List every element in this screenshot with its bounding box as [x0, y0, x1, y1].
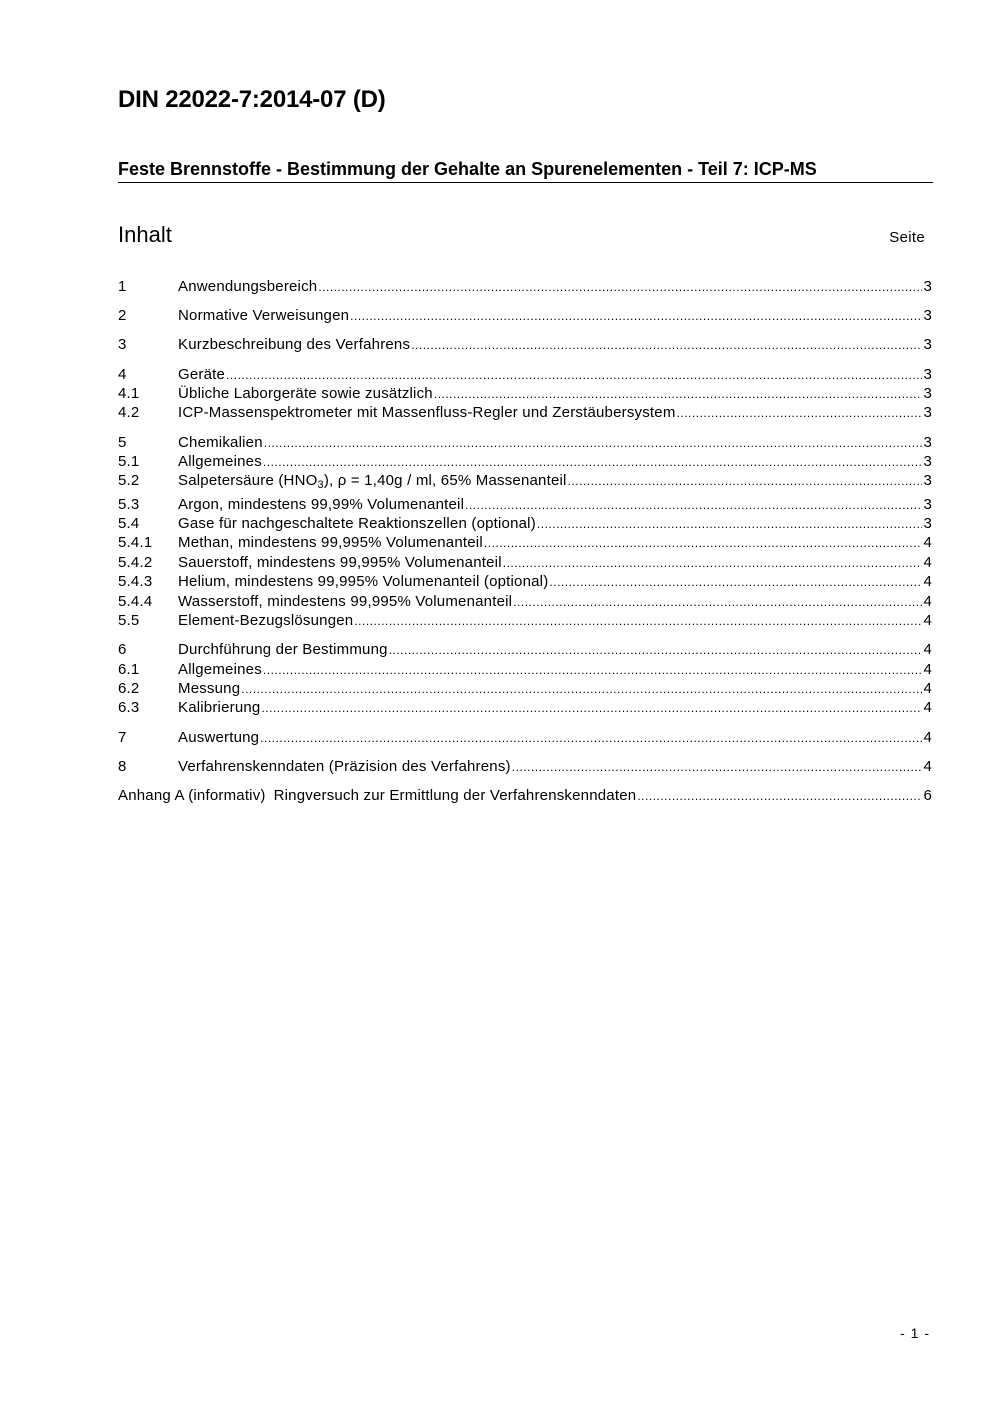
- toc-leader-dots: [264, 434, 923, 451]
- toc-entry-page: 3: [923, 278, 932, 295]
- toc-entry[interactable]: [118, 472, 932, 491]
- toc-entry-page: 4: [923, 757, 932, 775]
- toc-entry-number: 1: [118, 278, 127, 295]
- toc-leader-dots: [513, 593, 922, 610]
- toc-entry-page: 4: [923, 699, 932, 717]
- document-subtitle: Feste Brennstoffe - Bestimmung der Gehalte an Spurenelementen - Teil 7: ICP-MS: [118, 158, 933, 183]
- toc-entry-title: Wasserstoff, mindestens 99,995% Volumenanteil: [178, 592, 513, 610]
- toc-entry[interactable]: [118, 453, 932, 472]
- toc-entry[interactable]: [118, 593, 932, 612]
- toc-leader-dots: [677, 404, 923, 421]
- toc-leader-dots: [537, 515, 923, 532]
- toc-entry-title: Sauerstoff, mindestens 99,995% Volumenanteil: [178, 553, 502, 571]
- toc-entry-page: 4: [923, 641, 932, 659]
- toc-entry[interactable]: [118, 534, 932, 553]
- toc-entry-title: [178, 472, 567, 492]
- toc-leader-dots: [263, 453, 923, 470]
- toc-entry[interactable]: [118, 729, 932, 748]
- toc-entry-number: 4.2: [118, 404, 140, 422]
- toc-entry[interactable]: [118, 336, 932, 355]
- toc-entry-title: Allgemeines: [178, 452, 262, 470]
- toc-entry-number: 5.1: [118, 452, 140, 470]
- toc-entry-page: 4: [923, 553, 932, 571]
- toc-entry-title-part: ), ρ = 1,40g / ml, 65% Massenanteil: [323, 472, 567, 490]
- toc-annex-title: Ringversuch zur Ermittlung der Verfahrenskenndaten: [273, 786, 637, 804]
- toc-entry-title: Methan, mindestens 99,995% Volumenanteil: [178, 534, 483, 552]
- toc-entry[interactable]: [118, 661, 932, 680]
- toc-entry-title: Auswertung: [178, 728, 260, 746]
- toc-leader-dots: [568, 472, 923, 489]
- toc-entry[interactable]: [118, 612, 932, 631]
- toc-leader-dots: [503, 554, 923, 571]
- toc-entry-number: 5.4: [118, 515, 140, 533]
- toc-entry-title: Chemikalien: [178, 433, 263, 451]
- toc-entry-title: ICP-Massenspektrometer mit Massenfluss-Regler und Zerstäubersystem: [178, 404, 676, 422]
- toc-leader-dots: [261, 699, 922, 716]
- toc-annex-entry[interactable]: [118, 787, 932, 806]
- toc-entry-title: Normative Verweisungen: [178, 307, 350, 325]
- toc-entry-number: 6.1: [118, 660, 140, 678]
- toc-leader-dots: [389, 641, 923, 658]
- toc-entry[interactable]: [118, 496, 932, 515]
- toc-entry[interactable]: [118, 366, 932, 385]
- toc-entry-title: Element-Bezugslösungen: [178, 612, 354, 630]
- toc-leader-dots: [318, 278, 922, 295]
- toc-entry-title: Kurzbeschreibung des Verfahrens: [178, 336, 411, 354]
- toc-leader-dots: [350, 307, 922, 324]
- toc-entry[interactable]: [118, 434, 932, 453]
- toc-leader-dots: [260, 729, 922, 746]
- toc-entry-title: Kalibrierung: [178, 699, 261, 717]
- toc-leader-dots: [549, 573, 922, 590]
- toc-entry-page: 4: [923, 534, 932, 552]
- toc-entry[interactable]: [118, 699, 932, 718]
- toc-entry-page: 3: [923, 452, 932, 470]
- toc-entry-number: 5.4.2: [118, 553, 153, 571]
- toc-entry-page: 3: [923, 365, 932, 383]
- toc-entry-number: 7: [118, 728, 127, 746]
- toc-entry[interactable]: [118, 515, 932, 534]
- toc-entry[interactable]: [118, 573, 932, 592]
- toc-leader-dots: [637, 787, 922, 804]
- toc-entry-page: 3: [923, 384, 932, 402]
- toc-entry[interactable]: [118, 385, 932, 404]
- toc-leader-dots: [226, 366, 922, 383]
- document-title: DIN 22022-7:2014-07 (D): [118, 86, 386, 113]
- toc-entry-page: 4: [923, 592, 932, 610]
- toc-entry-title: Argon, mindestens 99,99% Volumenanteil: [178, 495, 465, 513]
- toc-entry-number: 5.4.3: [118, 573, 153, 591]
- toc-entry-title-part: Salpetersäure (HNO: [178, 472, 318, 490]
- toc-entry-number: 4.1: [118, 384, 140, 402]
- toc-entry-title: Gase für nachgeschaltete Reaktionszellen (optional): [178, 515, 536, 533]
- toc-heading: Inhalt: [118, 222, 172, 247]
- toc-entry-page: 3: [923, 472, 932, 490]
- toc-entry[interactable]: [118, 404, 932, 423]
- toc-entry-title: Allgemeines: [178, 660, 262, 678]
- toc-entry-title: Messung: [178, 680, 241, 698]
- toc-entry-title: Verfahrenskenndaten (Präzision des Verfahrens): [178, 757, 511, 775]
- toc-entry-page: 4: [923, 728, 932, 746]
- toc-entry-title: Durchführung der Bestimmung: [178, 641, 388, 659]
- toc-entry[interactable]: [118, 680, 932, 699]
- toc-entry-title: Anwendungsbereich: [178, 278, 318, 295]
- toc-entry-title: Geräte: [178, 365, 226, 383]
- toc-leader-dots: [241, 680, 922, 697]
- toc-leader-dots: [512, 758, 923, 775]
- toc-entry-page: 3: [923, 404, 932, 422]
- toc-page-label: Seite: [889, 229, 925, 246]
- toc-entry-page: 3: [923, 433, 932, 451]
- toc-entry-number: 5.3: [118, 495, 140, 513]
- page-number: - 1 -: [900, 1325, 930, 1341]
- toc-leader-dots: [263, 661, 923, 678]
- toc-entry-number: 6.3: [118, 699, 140, 717]
- toc-entry-page: 4: [923, 680, 932, 698]
- toc-entry-page: 4: [923, 660, 932, 678]
- toc-leader-dots: [354, 612, 922, 629]
- toc-entry-page: 6: [923, 786, 932, 804]
- toc-entry-title: Übliche Laborgeräte sowie zusätzlich: [178, 384, 433, 402]
- toc-entry-number: 2: [118, 307, 127, 325]
- toc-entry-page: 3: [923, 336, 932, 354]
- subscript: 3: [317, 479, 324, 492]
- toc-leader-dots: [411, 336, 922, 353]
- toc-entry-number: 3: [118, 336, 127, 354]
- toc-entry-number: 4: [118, 365, 127, 383]
- toc-entry-page: 3: [923, 515, 932, 533]
- toc-entry-page: 4: [923, 612, 932, 630]
- toc-entry-number: 5.5: [118, 612, 140, 630]
- toc-entry-page: 4: [923, 573, 932, 591]
- toc-leader-dots: [465, 496, 922, 513]
- toc-entry[interactable]: [118, 307, 932, 326]
- toc-entry[interactable]: [118, 641, 932, 660]
- toc-leader-dots: [434, 385, 923, 402]
- toc-entry-page: 3: [923, 495, 932, 513]
- toc-leader-dots: [484, 534, 923, 551]
- toc-entry-number: 8: [118, 757, 127, 775]
- toc-entry[interactable]: [118, 554, 932, 573]
- toc-entry-number: 5.2: [118, 472, 140, 490]
- toc-entry-number: 6.2: [118, 680, 140, 698]
- toc-entry-number: 5.4.1: [118, 534, 153, 552]
- toc-entry[interactable]: [118, 278, 932, 297]
- toc-entry-title: Helium, mindestens 99,995% Volumenanteil (optional): [178, 573, 549, 591]
- toc-entry-number: 6: [118, 641, 127, 659]
- table-of-contents: [118, 278, 932, 806]
- toc-entry-number: 5.4.4: [118, 592, 153, 610]
- toc-entry-page: 3: [923, 307, 932, 325]
- toc-annex-label: Anhang A (informativ): [118, 786, 266, 804]
- toc-entry-number: 5: [118, 433, 127, 451]
- toc-entry[interactable]: [118, 758, 932, 777]
